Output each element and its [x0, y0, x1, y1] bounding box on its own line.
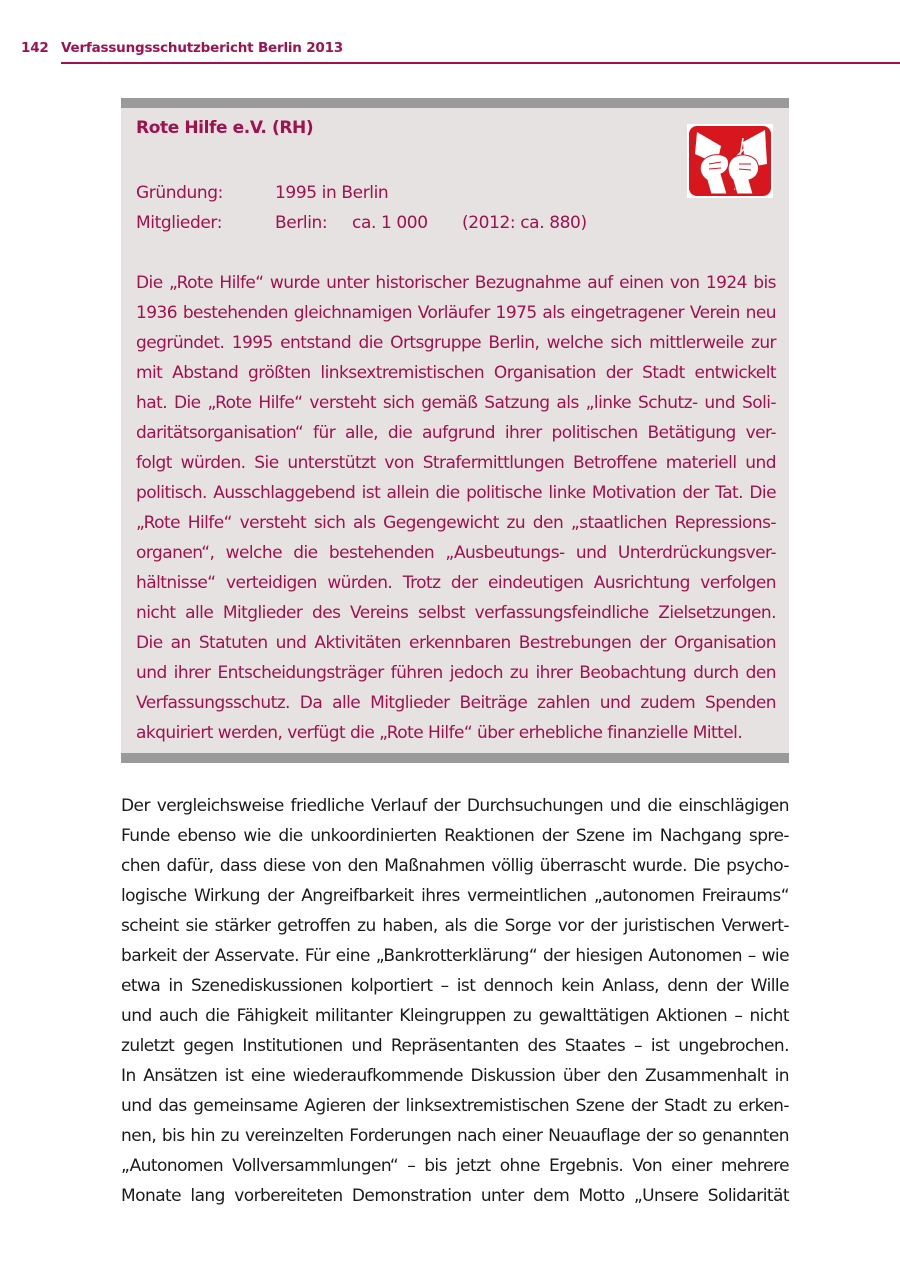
header-rule [61, 62, 900, 64]
organization-infobox [121, 98, 789, 763]
infobox-line: nicht alle Mitglieder des Vereins selbst verfassungsfeindliche Zielsetzungen. [136, 603, 776, 623]
infobox-line: Die an Statuten und Aktivitäten erkennbaren Bestrebungen der Organisation [136, 633, 776, 653]
body-line: scheint sie stärker getroffen zu haben, als die Sorge vor der juristischen Verwert- [121, 916, 789, 936]
body-line: und auch die Fähigkeit militanter Kleingruppen zu gewalttätigen Aktionen – nicht [121, 1006, 789, 1026]
infobox-line: Die „Rote Hilfe“ wurde unter historischer Bezugnahme auf einen von 1924 bis [136, 273, 776, 293]
body-line: In Ansätzen ist eine wiederaufkommende Diskussion über den Zusammenhalt in [121, 1066, 789, 1086]
rote-hilfe-logo-icon [687, 124, 773, 198]
infobox-line: daritätsorganisation“ für alle, die aufgrund ihrer politischen Betätigung ver- [136, 423, 776, 443]
body-line: etwa in Szenediskussionen kolportiert – ist dennoch kein Anlass, denn der Wille [121, 976, 789, 996]
infobox-line: folgt würden. Sie unterstützt von Strafermittlungen Betroffene materiell und [136, 453, 776, 473]
body-line: nen, bis hin zu vereinzelten Forderungen nach einer Neuauflage der so genannten [121, 1126, 789, 1146]
body-line: logische Wirkung der Angreifbarkeit ihres vermeintlichen „autonomen Freiraums“ [121, 886, 789, 906]
infobox-title: Rote Hilfe e.V. (RH) [136, 118, 314, 138]
body-line: chen dafür, dass diese von den Maßnahmen völlig überrascht wurde. Die psycho- [121, 856, 789, 876]
infobox-line: hältnisse“ verteidigen würden. Trotz der eindeutigen Ausrichtung verfolgen [136, 573, 776, 593]
infobox-line: hat. Die „Rote Hilfe“ versteht sich gemäß Satzung als „linke Schutz- und Soli- [136, 393, 776, 413]
body-line: Monate lang vorbereiteten Demonstration unter dem Motto „Unsere Solidarität [121, 1186, 789, 1206]
infobox-line: 1936 bestehenden gleichnamigen Vorläufer 1975 als eingetragener Verein neu [136, 303, 776, 323]
infobox-facts [136, 178, 587, 238]
founding-value: 1995 in Berlin [275, 183, 389, 203]
infobox-line: mit Abstand größten linksextremistischen Organisation der Stadt entwickelt [136, 363, 776, 383]
running-title: Verfassungsschutzbericht Berlin 2013 [61, 40, 343, 56]
infobox-line: Verfassungsschutz. Da alle Mitglieder Beiträge zahlen und zudem Spenden [136, 693, 776, 713]
members-label: Mitglieder: [136, 213, 223, 233]
body-line: barkeit der Asservate. Für eine „Bankrotterklärung“ der hiesigen Autonomen – wie [121, 946, 789, 966]
infobox-line: „Rote Hilfe“ versteht sich als Gegengewicht zu den „staatlichen Repressions- [136, 513, 776, 533]
infobox-line: organen“, welche die bestehenden „Ausbeutungs- und Unterdrückungsver- [136, 543, 776, 563]
body-line: zuletzt gegen Institutionen und Repräsentanten des Staates – ist ungebrochen. [121, 1036, 789, 1056]
infobox-bottom-bar [121, 753, 789, 763]
founding-label: Gründung: [136, 183, 223, 203]
page-number: 142 [21, 40, 49, 56]
members-region: Berlin: [275, 213, 328, 233]
infobox-line: und ihrer Entscheidungsträger führen jedoch zu ihrer Beobachtung durch den [136, 663, 776, 683]
body-line: „Autonomen Vollversammlungen“ – bis jetzt ohne Ergebnis. Von einer mehrere [121, 1156, 789, 1176]
body-line: und das gemeinsame Agieren der linksextremistischen Szene der Stadt zu erken- [121, 1096, 789, 1116]
infobox-line: gegründet. 1995 entstand die Ortsgruppe Berlin, welche sich mittlerweile zur [136, 333, 776, 353]
infobox-top-bar [121, 98, 789, 108]
body-line: Der vergleichsweise friedliche Verlauf der Durchsuchungen und die einschlägigen [121, 796, 789, 816]
members-previous: (2012: ca. 880) [462, 213, 587, 233]
infobox-line: politisch. Ausschlaggebend ist allein die politische linke Motivation der Tat. Die [136, 483, 776, 503]
infobox-description [136, 268, 776, 748]
body-line: Funde ebenso wie die unkoordinierten Reaktionen der Szene im Nachgang spre- [121, 826, 789, 846]
founding-row [136, 178, 587, 208]
members-row [136, 208, 587, 238]
infobox-line: akquiriert werden, verfügt die „Rote Hilfe“ über erhebliche finanzielle Mittel. [136, 723, 743, 743]
members-value: ca. 1 000 [352, 213, 428, 233]
body-paragraph [121, 791, 789, 1211]
running-header [21, 40, 343, 60]
